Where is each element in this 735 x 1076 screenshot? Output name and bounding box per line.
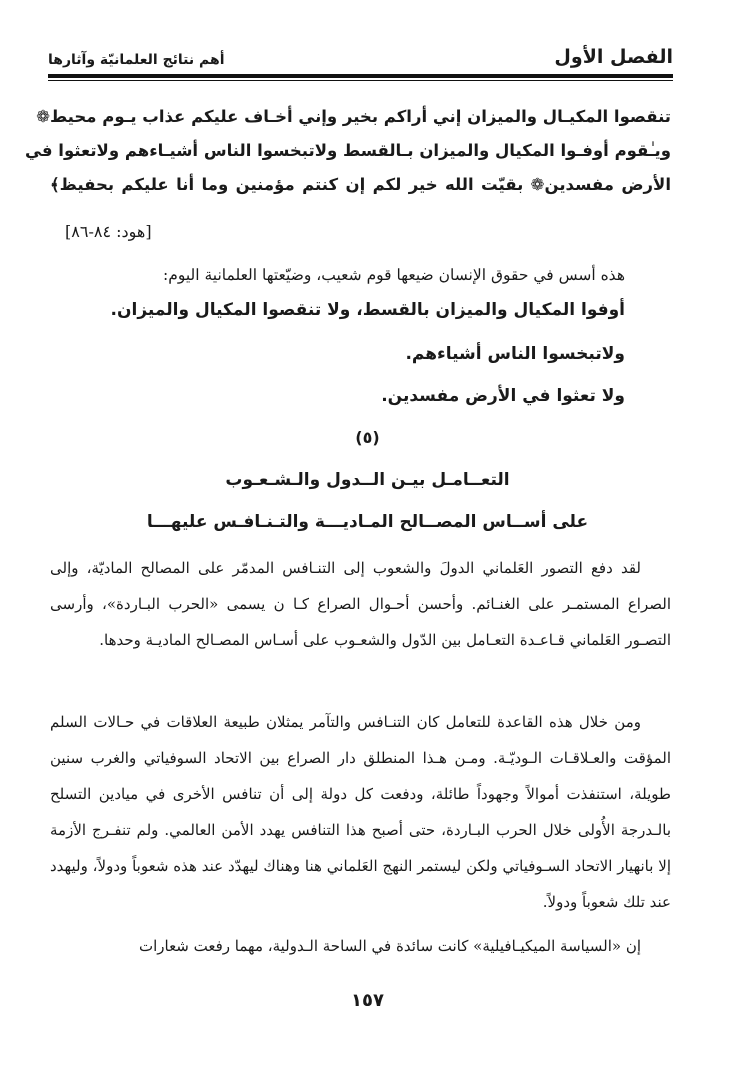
quran-line-2: ويـٰقوم أوفـوا المكيال والميزان بـالقسط ولاتبخسوا الناس أشيـاءهم ولاتعثوا في — [25, 141, 671, 160]
header-rule-thick — [48, 74, 673, 78]
section-title-line-2: على أســاس المصــالح المـاديـــة والتـنـافـس عليهـــا — [146, 512, 589, 532]
principle-1: أوفوا المكيال والميزان بالقسط، ولا تنقصوا المكيال والميزان. — [110, 300, 625, 320]
paragraph-3: إن «السياسة الميكيـافيلية» كانت سائدة في الساحة الـدولية، مهما رفعت شعارات — [138, 937, 641, 955]
header-rule-thin — [48, 80, 673, 81]
section-number: (٥) — [355, 428, 380, 447]
quran-line-1: تنقصوا المكيـال والميزان إني أراكم بخير وإني أخـاف عليكم عذاب يـوم محيط❁ — [36, 107, 671, 126]
quran-line-3: الأرض مفسدين❁ بقيّت الله خير لكم إن كنتم مؤمنين وما أنا عليكم بحفيظ﴾ — [50, 175, 671, 194]
paragraph-1: لقد دفع التصور العَلماني الدولَ والشعوب إلى التنـافس المدمّر على المصالح الماديّة، وإلى الصراع المستمـر على الغنـائم. وأحسن أحـوال الصراع كـا ن يسمى «الحرب البـاردة»، وأرسى التصـور العَلماني قـاعـدة التعـامل بين الدّول والشعـوب على أسـاس المصـالح الماديـة وحدها. — [50, 559, 671, 649]
running-subject: أهم نتائج العلمانيّة وآثارها — [48, 52, 225, 68]
section-title-line-1: التعــامـل بيـن الــدول والـشـعـوب — [225, 470, 510, 490]
principle-3: ولا تعثوا في الأرض مفسدين. — [381, 386, 625, 406]
running-header — [48, 38, 673, 68]
intro-sentence: هذه أسس في حقوق الإنسان ضيعها قوم شعيب، وضيّعتها العلمانية اليوم: — [163, 266, 625, 284]
paragraph-2: ومن خلال هذه القاعدة للتعامل كان التنـافس والتآمر يمثلان طبيعة العلاقات في حـالات السلم المؤقت والعـلاقـات الـوديّـة. ومـن هـذا المنطلق دار الصراع بين الاتحاد السوفياتي والغرب سنين طويلة، استنفذت أموالاً وجهوداً طائلة، ودفعت كل دولة إلى أن تنافس الأخرى في ميادين التسلح بالـدرجة الأُولى خلال الحرب البـاردة، حتى أصبح هذا التنافس يهدد الأمن العالمي. ولم تنفـرج الأزمة إلا بانهيار الاتحاد السـوفياتي ولكن ليستمر النهج العَلماني هنا وهناك ليهدّد عند هذه شعوباً ودولاً، وليهدد عند تلك شعوباً ودولاً. — [50, 713, 671, 911]
page-number: ١٥٧ — [351, 990, 384, 1011]
quran-verse-block — [25, 100, 671, 202]
chapter-title: الفصل الأول — [554, 46, 673, 68]
verse-reference: [هود: ٨٤-٨٦] — [65, 222, 152, 241]
principle-2: ولاتبخسوا الناس أشياءهم. — [405, 344, 625, 364]
